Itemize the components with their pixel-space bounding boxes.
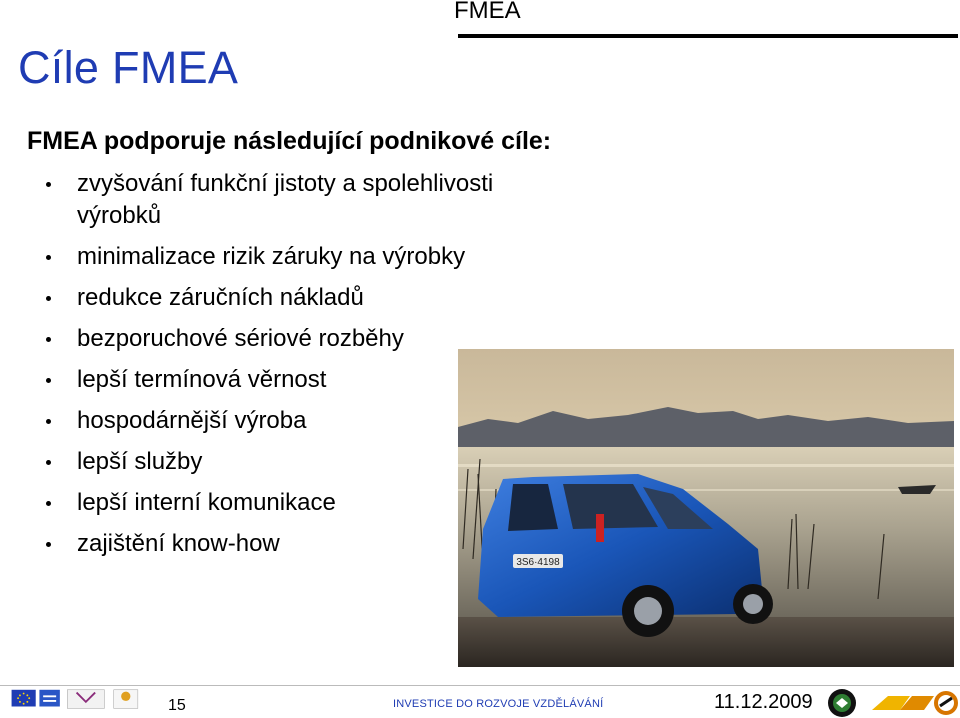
etech-logo-icon <box>870 690 960 716</box>
header-rule <box>458 34 958 38</box>
partner-logos-icon <box>4 687 164 713</box>
bullet-item: lepší termínová věrnost <box>40 364 510 396</box>
page-number: 15 <box>168 697 186 714</box>
bullet-item: hospodárnější výroba <box>40 405 510 437</box>
footer-rule <box>0 685 960 686</box>
bullet-item: lepší interní komunikace <box>40 487 510 519</box>
slide-title: Cíle FMEA <box>18 42 239 93</box>
investice-text: INVESTICE DO ROZVOJE VZDĚLÁVÁNÍ <box>393 698 604 710</box>
license-plate: 3S6·4198 <box>516 557 560 568</box>
header-tag: FMEA <box>454 0 521 24</box>
slide-date: 11.12.2009 <box>714 691 813 713</box>
bullet-list <box>40 168 510 569</box>
slide-subtitle: FMEA podporuje následující podnikové cíle: <box>27 127 552 155</box>
bullet-item: zvyšování funkční jistoty a spolehlivosti výrobků <box>40 168 510 232</box>
car-photo <box>458 349 954 667</box>
bullet-item: redukce záručních nákladů <box>40 282 510 314</box>
bullet-item: zajištění know-how <box>40 528 510 560</box>
bullet-item: lepší služby <box>40 446 510 478</box>
skoda-logo-icon <box>826 688 858 718</box>
bullet-item: minimalizace rizik záruky na výrobky <box>40 241 510 273</box>
bullet-item: bezporuchové sériové rozběhy <box>40 323 510 355</box>
